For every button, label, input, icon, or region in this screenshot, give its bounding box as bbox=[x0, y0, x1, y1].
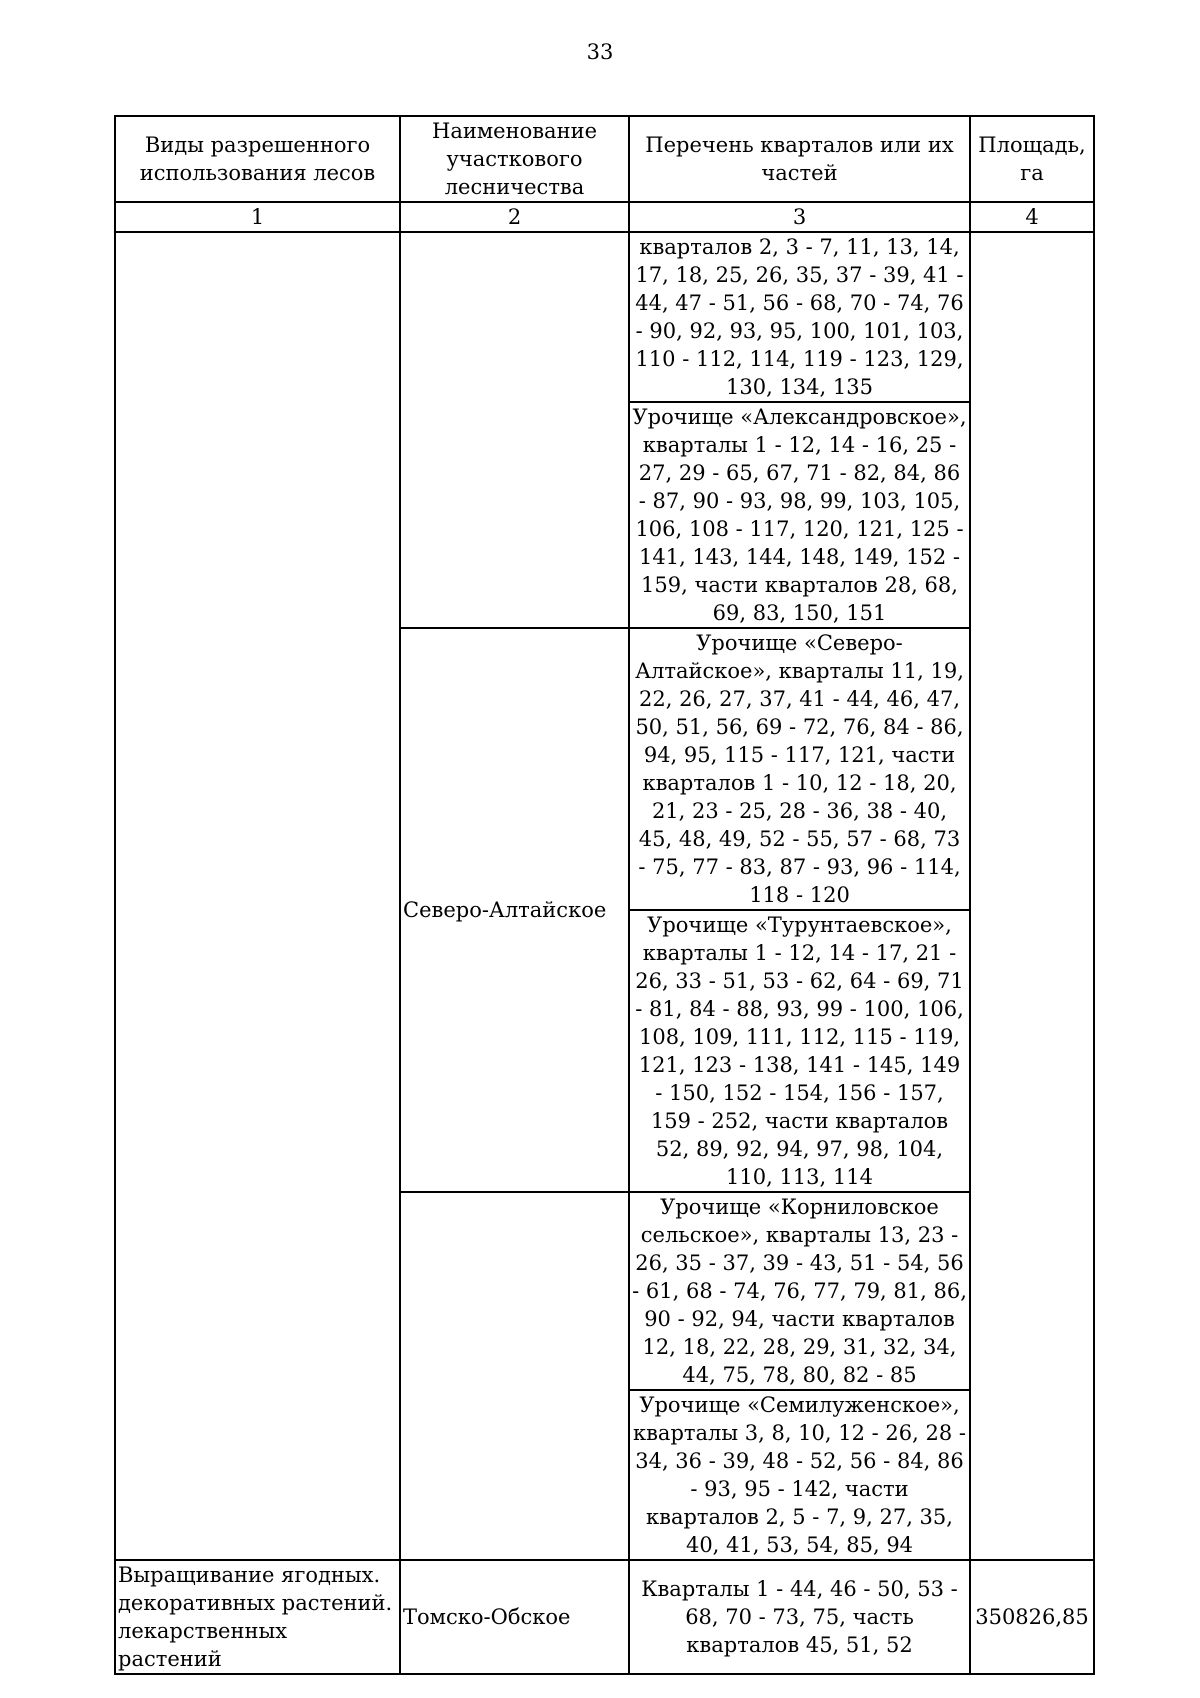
forestry-cell bbox=[400, 232, 629, 628]
column-number: 3 bbox=[629, 202, 970, 232]
quarters-cell: Кварталы 1 - 44, 46 - 50, 53 - 68, 70 - 73, 75, часть кварталов 45, 51, 52 bbox=[629, 1560, 970, 1674]
quarters-cell: Урочище «Александровское», кварталы 1 - 12, 14 - 16, 25 - 27, 29 - 65, 67, 71 - 82, 84, 86 - 87, 90 - 93, 98, 99, 103, 105, 106, 108 - 117, 120, 121, 125 - 141, 143, 144, 148, 149, 152 - 159, части кварталов 28, 68, 69, 83, 150, 151 bbox=[629, 402, 970, 628]
page-number: 33 bbox=[586, 40, 614, 64]
quarters-cell: кварталов 2, 3 - 7, 11, 13, 14, 17, 18, 25, 26, 35, 37 - 39, 41 - 44, 47 - 51, 56 - 68, 70 - 74, 76 - 90, 92, 93, 95, 100, 101, 103, 110 - 112, 114, 119 - 123, 129, 130, 134, 135 bbox=[629, 232, 970, 402]
table-row bbox=[115, 1560, 1094, 1674]
quarters-cell: Урочище «Турунтаевское», кварталы 1 - 12, 14 - 17, 21 - 26, 33 - 51, 53 - 62, 64 - 69, 71 - 81, 84 - 88, 93, 99 - 100, 106, 108, 109, 111, 112, 115 - 119, 121, 123 - 138, 141 - 145, 149 - 150, 152 - 154, 156 - 157, 159 - 252, части кварталов 52, 89, 92, 94, 97, 98, 104, 110, 113, 114 bbox=[629, 910, 970, 1192]
forestry-cell: Томско-Обское bbox=[400, 1560, 629, 1674]
forest-use-table bbox=[114, 115, 1095, 1675]
header-quarters-list: Перечень кварталов или их частей bbox=[629, 116, 970, 202]
quarters-cell: Урочище «Семилуженское», кварталы 3, 8, 10, 12 - 26, 28 - 34, 36 - 39, 48 - 52, 56 - 84, 86 - 93, 95 - 142, части кварталов 2, 5 - 7, 9, 27, 35, 40, 41, 53, 54, 85, 94 bbox=[629, 1390, 970, 1560]
column-number-row bbox=[115, 202, 1094, 232]
use-type-cell bbox=[115, 232, 400, 1560]
column-number: 2 bbox=[400, 202, 629, 232]
table-row bbox=[115, 232, 1094, 402]
header-row bbox=[115, 116, 1094, 202]
quarters-cell: Урочище «Корниловское сельское», кварталы 13, 23 - 26, 35 - 37, 39 - 43, 51 - 54, 56 - 61, 68 - 74, 76, 77, 79, 81, 86, 90 - 92, 94, части кварталов 12, 18, 22, 28, 29, 31, 32, 34, 44, 75, 78, 80, 82 - 85 bbox=[629, 1192, 970, 1390]
header-forestry-name: Наименование участкового лесничества bbox=[400, 116, 629, 202]
forestry-cell bbox=[400, 1192, 629, 1560]
area-cell bbox=[970, 232, 1094, 1560]
header-use-types: Виды разрешенного использования лесов bbox=[115, 116, 400, 202]
header-area: Площадь, га bbox=[970, 116, 1094, 202]
column-number: 1 bbox=[115, 202, 400, 232]
column-number: 4 bbox=[970, 202, 1094, 232]
area-cell: 350826,85 bbox=[970, 1560, 1094, 1674]
use-type-cell: Выращивание ягодных. декоративных растений. лекарственных растений bbox=[115, 1560, 400, 1674]
quarters-cell: Урочище «Северо-Алтайское», кварталы 11, 19, 22, 26, 27, 37, 41 - 44, 46, 47, 50, 51, 56, 69 - 72, 76, 84 - 86, 94, 95, 115 - 117, 121, части кварталов 1 - 10, 12 - 18, 20, 21, 23 - 25, 28 - 36, 38 - 40, 45, 48, 49, 52 - 55, 57 - 68, 73 - 75, 77 - 83, 87 - 93, 96 - 114, 118 - 120 bbox=[629, 628, 970, 910]
forestry-cell: Северо-Алтайское bbox=[400, 628, 629, 1192]
